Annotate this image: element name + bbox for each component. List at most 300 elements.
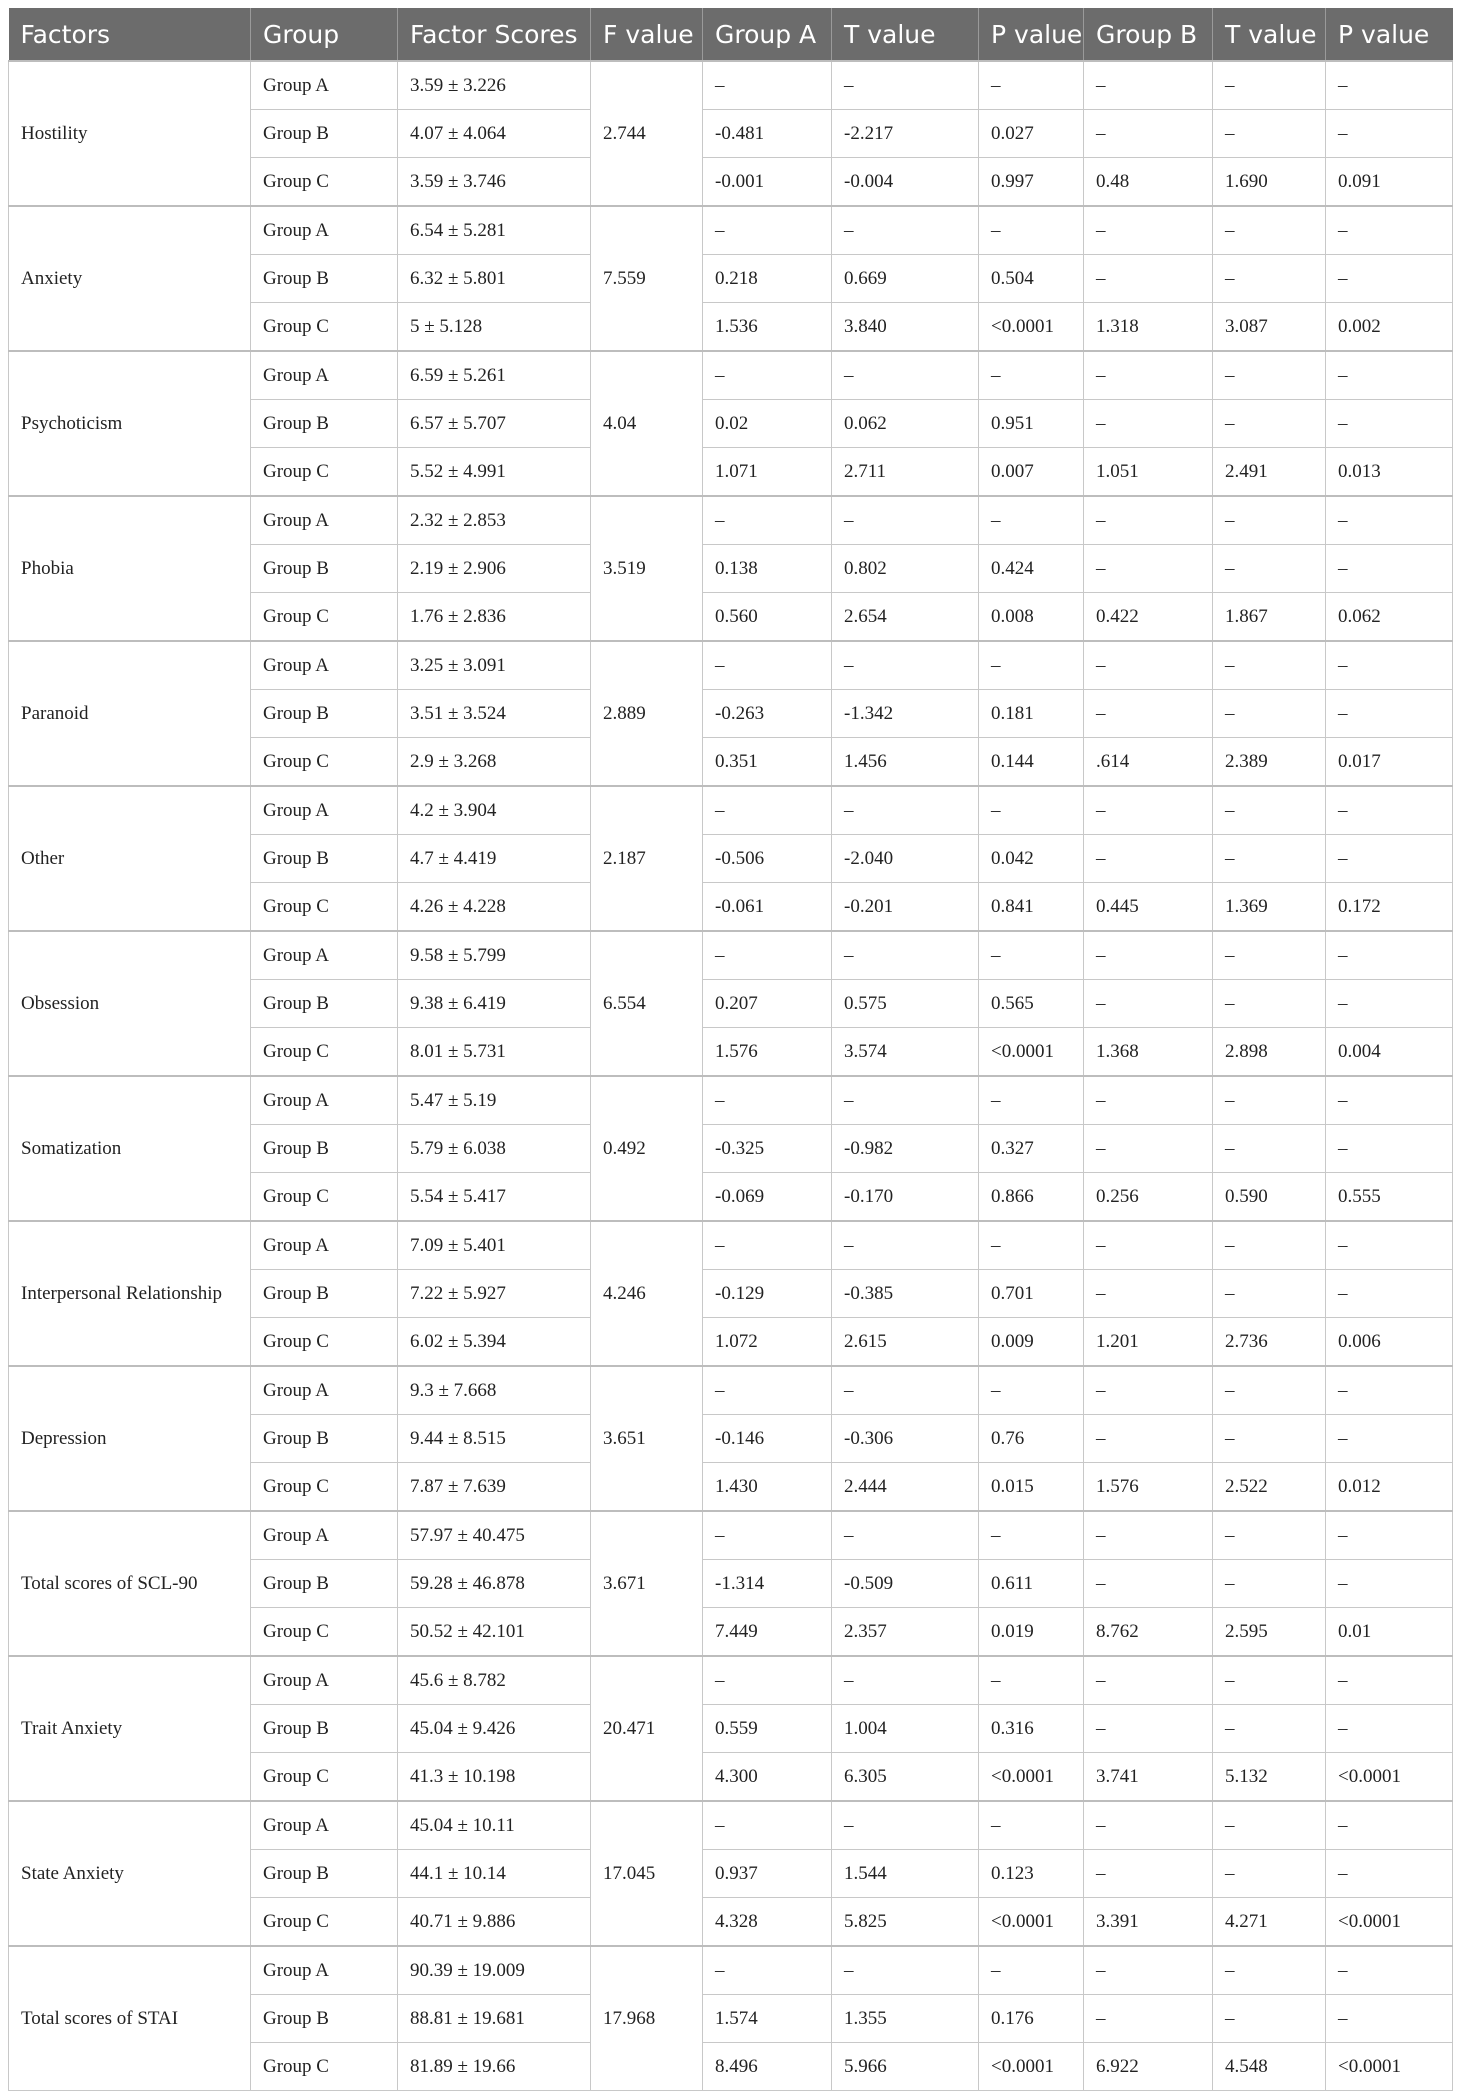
f-value-cell: 3.519: [591, 496, 703, 641]
group-a-cell: –: [703, 786, 832, 835]
t-value-a-cell: 5.825: [832, 1898, 979, 1947]
group-b-cell: –: [1084, 1850, 1213, 1898]
group-b-cell: –: [1084, 1560, 1213, 1608]
f-value-cell: 3.651: [591, 1366, 703, 1511]
group-cell: Group B: [251, 545, 398, 593]
header-p-value-b: P value: [1326, 8, 1453, 61]
f-value-cell: 2.187: [591, 786, 703, 931]
t-value-b-cell: 2.736: [1213, 1318, 1326, 1367]
p-value-b-cell: –: [1326, 1801, 1453, 1850]
p-value-a-cell: 0.123: [979, 1850, 1084, 1898]
header-factors: Factors: [9, 8, 251, 61]
factor-score-cell: 7.09 ± 5.401: [398, 1221, 591, 1270]
t-value-a-cell: 2.654: [832, 593, 979, 642]
t-value-a-cell: 0.669: [832, 255, 979, 303]
group-b-cell: –: [1084, 1221, 1213, 1270]
table-row: [9, 1366, 1453, 1415]
p-value-a-cell: 0.866: [979, 1173, 1084, 1222]
p-value-b-cell: –: [1326, 1850, 1453, 1898]
f-value-cell: 6.554: [591, 931, 703, 1076]
p-value-a-cell: 0.019: [979, 1608, 1084, 1657]
group-b-cell: –: [1084, 351, 1213, 400]
group-a-cell: –: [703, 206, 832, 255]
group-a-cell: 4.328: [703, 1898, 832, 1947]
p-value-a-cell: 0.027: [979, 110, 1084, 158]
t-value-b-cell: 4.548: [1213, 2043, 1326, 2091]
p-value-a-cell: 0.76: [979, 1415, 1084, 1463]
p-value-a-cell: 0.951: [979, 400, 1084, 448]
t-value-a-cell: -2.217: [832, 110, 979, 158]
factor-score-cell: 90.39 ± 19.009: [398, 1946, 591, 1995]
t-value-b-cell: –: [1213, 496, 1326, 545]
group-a-cell: –: [703, 641, 832, 690]
p-value-b-cell: –: [1326, 1125, 1453, 1173]
t-value-b-cell: –: [1213, 400, 1326, 448]
t-value-a-cell: 1.004: [832, 1705, 979, 1753]
factor-score-cell: 3.25 ± 3.091: [398, 641, 591, 690]
t-value-b-cell: –: [1213, 980, 1326, 1028]
factor-score-cell: 7.87 ± 7.639: [398, 1463, 591, 1512]
p-value-b-cell: –: [1326, 980, 1453, 1028]
t-value-b-cell: 1.369: [1213, 883, 1326, 932]
p-value-a-cell: <0.0001: [979, 1028, 1084, 1077]
group-a-cell: –: [703, 1366, 832, 1415]
f-value-cell: 20.471: [591, 1656, 703, 1801]
factor-name-cell: Somatization: [9, 1076, 251, 1221]
group-a-cell: 1.430: [703, 1463, 832, 1512]
group-b-cell: –: [1084, 1366, 1213, 1415]
factor-score-cell: 40.71 ± 9.886: [398, 1898, 591, 1947]
p-value-b-cell: –: [1326, 1656, 1453, 1705]
p-value-b-cell: 0.013: [1326, 448, 1453, 497]
p-value-b-cell: 0.172: [1326, 883, 1453, 932]
t-value-a-cell: 6.305: [832, 1753, 979, 1802]
factor-score-cell: 9.58 ± 5.799: [398, 931, 591, 980]
t-value-a-cell: –: [832, 351, 979, 400]
header-factor-scores: Factor Scores: [398, 8, 591, 61]
t-value-b-cell: –: [1213, 1076, 1326, 1125]
table-row: [9, 496, 1453, 545]
p-value-a-cell: 0.424: [979, 545, 1084, 593]
group-b-cell: –: [1084, 1801, 1213, 1850]
p-value-a-cell: 0.144: [979, 738, 1084, 787]
t-value-a-cell: -0.509: [832, 1560, 979, 1608]
factor-score-cell: 81.89 ± 19.66: [398, 2043, 591, 2091]
factor-name-cell: Total scores of SCL-90: [9, 1511, 251, 1656]
factor-scores-table: [8, 8, 1453, 2091]
group-cell: Group A: [251, 351, 398, 400]
group-b-cell: –: [1084, 931, 1213, 980]
t-value-b-cell: –: [1213, 1705, 1326, 1753]
group-cell: Group B: [251, 400, 398, 448]
header-group-b: Group B: [1084, 8, 1213, 61]
t-value-b-cell: –: [1213, 1511, 1326, 1560]
factor-name-cell: Phobia: [9, 496, 251, 641]
group-cell: Group C: [251, 448, 398, 497]
factor-score-cell: 6.57 ± 5.707: [398, 400, 591, 448]
header-f-value: F value: [591, 8, 703, 61]
group-a-cell: –: [703, 1656, 832, 1705]
table-row: [9, 1801, 1453, 1850]
group-a-cell: –: [703, 931, 832, 980]
t-value-a-cell: –: [832, 1656, 979, 1705]
t-value-a-cell: 5.966: [832, 2043, 979, 2091]
p-value-a-cell: –: [979, 1366, 1084, 1415]
header-t-value-b: T value: [1213, 8, 1326, 61]
group-b-cell: –: [1084, 255, 1213, 303]
group-b-cell: –: [1084, 1946, 1213, 1995]
t-value-b-cell: –: [1213, 641, 1326, 690]
factor-score-cell: 2.9 ± 3.268: [398, 738, 591, 787]
group-cell: Group A: [251, 1366, 398, 1415]
factor-name-cell: State Anxiety: [9, 1801, 251, 1946]
group-b-cell: .614: [1084, 738, 1213, 787]
p-value-b-cell: –: [1326, 1221, 1453, 1270]
group-a-cell: -1.314: [703, 1560, 832, 1608]
t-value-b-cell: –: [1213, 786, 1326, 835]
t-value-a-cell: 1.544: [832, 1850, 979, 1898]
t-value-b-cell: –: [1213, 1801, 1326, 1850]
p-value-b-cell: 0.002: [1326, 303, 1453, 352]
p-value-b-cell: –: [1326, 786, 1453, 835]
p-value-a-cell: 0.015: [979, 1463, 1084, 1512]
factor-score-cell: 6.54 ± 5.281: [398, 206, 591, 255]
t-value-b-cell: –: [1213, 1125, 1326, 1173]
p-value-a-cell: <0.0001: [979, 1898, 1084, 1947]
group-a-cell: 0.218: [703, 255, 832, 303]
t-value-a-cell: -0.982: [832, 1125, 979, 1173]
p-value-b-cell: –: [1326, 1946, 1453, 1995]
p-value-b-cell: –: [1326, 835, 1453, 883]
p-value-b-cell: 0.091: [1326, 158, 1453, 207]
p-value-b-cell: –: [1326, 110, 1453, 158]
p-value-a-cell: –: [979, 641, 1084, 690]
t-value-b-cell: 1.690: [1213, 158, 1326, 207]
group-cell: Group A: [251, 641, 398, 690]
p-value-b-cell: 0.062: [1326, 593, 1453, 642]
group-a-cell: -0.146: [703, 1415, 832, 1463]
factor-score-cell: 3.59 ± 3.746: [398, 158, 591, 207]
group-cell: Group B: [251, 1125, 398, 1173]
p-value-b-cell: –: [1326, 1705, 1453, 1753]
p-value-b-cell: –: [1326, 1511, 1453, 1560]
table-row: [9, 1221, 1453, 1270]
group-cell: Group A: [251, 206, 398, 255]
p-value-a-cell: 0.701: [979, 1270, 1084, 1318]
t-value-b-cell: –: [1213, 351, 1326, 400]
t-value-b-cell: 5.132: [1213, 1753, 1326, 1802]
f-value-cell: 4.04: [591, 351, 703, 496]
factor-score-cell: 50.52 ± 42.101: [398, 1608, 591, 1657]
f-value-cell: 17.968: [591, 1946, 703, 2091]
t-value-b-cell: 2.595: [1213, 1608, 1326, 1657]
table-row: [9, 1076, 1453, 1125]
group-b-cell: –: [1084, 835, 1213, 883]
factor-score-cell: 45.6 ± 8.782: [398, 1656, 591, 1705]
group-cell: Group C: [251, 1173, 398, 1222]
table-body: [9, 61, 1453, 2091]
p-value-a-cell: –: [979, 61, 1084, 110]
factor-score-cell: 59.28 ± 46.878: [398, 1560, 591, 1608]
group-a-cell: –: [703, 496, 832, 545]
factor-score-cell: 4.26 ± 4.228: [398, 883, 591, 932]
factor-score-cell: 5.79 ± 6.038: [398, 1125, 591, 1173]
t-value-a-cell: -0.201: [832, 883, 979, 932]
group-b-cell: –: [1084, 1125, 1213, 1173]
group-cell: Group B: [251, 690, 398, 738]
p-value-a-cell: –: [979, 1221, 1084, 1270]
group-a-cell: 0.937: [703, 1850, 832, 1898]
group-cell: Group C: [251, 1028, 398, 1077]
p-value-a-cell: –: [979, 1946, 1084, 1995]
group-a-cell: –: [703, 351, 832, 400]
group-a-cell: 1.072: [703, 1318, 832, 1367]
group-b-cell: –: [1084, 400, 1213, 448]
t-value-a-cell: 2.444: [832, 1463, 979, 1512]
table-container: [8, 8, 1452, 2091]
t-value-a-cell: –: [832, 1221, 979, 1270]
t-value-b-cell: 2.522: [1213, 1463, 1326, 1512]
p-value-a-cell: 0.008: [979, 593, 1084, 642]
group-b-cell: 8.762: [1084, 1608, 1213, 1657]
group-a-cell: -0.325: [703, 1125, 832, 1173]
t-value-a-cell: 2.615: [832, 1318, 979, 1367]
table-row: [9, 641, 1453, 690]
p-value-a-cell: <0.0001: [979, 1753, 1084, 1802]
p-value-b-cell: –: [1326, 1270, 1453, 1318]
group-cell: Group B: [251, 1705, 398, 1753]
t-value-a-cell: -0.306: [832, 1415, 979, 1463]
group-a-cell: –: [703, 1946, 832, 1995]
p-value-b-cell: –: [1326, 690, 1453, 738]
t-value-a-cell: 1.355: [832, 1995, 979, 2043]
p-value-a-cell: 0.997: [979, 158, 1084, 207]
group-b-cell: 1.318: [1084, 303, 1213, 352]
p-value-b-cell: –: [1326, 1076, 1453, 1125]
factor-name-cell: Interpersonal Relationship: [9, 1221, 251, 1366]
t-value-a-cell: –: [832, 931, 979, 980]
header-t-value-a: T value: [832, 8, 979, 61]
group-a-cell: 8.496: [703, 2043, 832, 2091]
group-b-cell: –: [1084, 1995, 1213, 2043]
t-value-b-cell: –: [1213, 1221, 1326, 1270]
group-cell: Group A: [251, 1076, 398, 1125]
t-value-a-cell: –: [832, 786, 979, 835]
group-b-cell: 0.256: [1084, 1173, 1213, 1222]
t-value-b-cell: –: [1213, 206, 1326, 255]
p-value-a-cell: 0.316: [979, 1705, 1084, 1753]
group-cell: Group A: [251, 1946, 398, 1995]
table-row: [9, 1511, 1453, 1560]
factor-score-cell: 88.81 ± 19.681: [398, 1995, 591, 2043]
p-value-b-cell: –: [1326, 400, 1453, 448]
group-a-cell: –: [703, 61, 832, 110]
factor-score-cell: 5 ± 5.128: [398, 303, 591, 352]
factor-score-cell: 4.2 ± 3.904: [398, 786, 591, 835]
group-b-cell: –: [1084, 980, 1213, 1028]
p-value-a-cell: 0.327: [979, 1125, 1084, 1173]
factor-score-cell: 5.52 ± 4.991: [398, 448, 591, 497]
group-a-cell: -0.061: [703, 883, 832, 932]
group-cell: Group B: [251, 1415, 398, 1463]
factor-score-cell: 9.3 ± 7.668: [398, 1366, 591, 1415]
factor-score-cell: 1.76 ± 2.836: [398, 593, 591, 642]
group-cell: Group C: [251, 1318, 398, 1367]
factor-name-cell: Total scores of STAI: [9, 1946, 251, 2091]
t-value-a-cell: 1.456: [832, 738, 979, 787]
factor-score-cell: 2.19 ± 2.906: [398, 545, 591, 593]
p-value-a-cell: <0.0001: [979, 2043, 1084, 2091]
p-value-b-cell: –: [1326, 1995, 1453, 2043]
group-a-cell: 1.536: [703, 303, 832, 352]
p-value-b-cell: –: [1326, 545, 1453, 593]
p-value-b-cell: 0.004: [1326, 1028, 1453, 1077]
factor-score-cell: 7.22 ± 5.927: [398, 1270, 591, 1318]
t-value-b-cell: –: [1213, 1850, 1326, 1898]
header-row: [9, 8, 1453, 61]
factor-score-cell: 5.47 ± 5.19: [398, 1076, 591, 1125]
table-row: [9, 351, 1453, 400]
factor-name-cell: Hostility: [9, 61, 251, 206]
p-value-a-cell: –: [979, 206, 1084, 255]
group-cell: Group B: [251, 1850, 398, 1898]
p-value-a-cell: 0.007: [979, 448, 1084, 497]
f-value-cell: 2.744: [591, 61, 703, 206]
p-value-a-cell: 0.565: [979, 980, 1084, 1028]
f-value-cell: 7.559: [591, 206, 703, 351]
t-value-b-cell: 2.491: [1213, 448, 1326, 497]
group-a-cell: -0.069: [703, 1173, 832, 1222]
t-value-a-cell: -2.040: [832, 835, 979, 883]
p-value-a-cell: –: [979, 1801, 1084, 1850]
group-a-cell: 0.138: [703, 545, 832, 593]
p-value-a-cell: 0.611: [979, 1560, 1084, 1608]
group-a-cell: 1.576: [703, 1028, 832, 1077]
t-value-a-cell: –: [832, 1076, 979, 1125]
group-cell: Group C: [251, 883, 398, 932]
p-value-b-cell: –: [1326, 351, 1453, 400]
t-value-b-cell: –: [1213, 1415, 1326, 1463]
p-value-b-cell: –: [1326, 496, 1453, 545]
group-cell: Group C: [251, 738, 398, 787]
factor-score-cell: 8.01 ± 5.731: [398, 1028, 591, 1077]
group-a-cell: -0.129: [703, 1270, 832, 1318]
t-value-b-cell: –: [1213, 835, 1326, 883]
group-a-cell: –: [703, 1511, 832, 1560]
group-cell: Group B: [251, 1270, 398, 1318]
group-b-cell: 1.051: [1084, 448, 1213, 497]
group-a-cell: 0.207: [703, 980, 832, 1028]
t-value-a-cell: –: [832, 1801, 979, 1850]
t-value-b-cell: 2.389: [1213, 738, 1326, 787]
t-value-b-cell: 3.087: [1213, 303, 1326, 352]
t-value-b-cell: 2.898: [1213, 1028, 1326, 1077]
t-value-a-cell: –: [832, 206, 979, 255]
p-value-b-cell: –: [1326, 206, 1453, 255]
group-a-cell: -0.481: [703, 110, 832, 158]
group-cell: Group A: [251, 1221, 398, 1270]
group-a-cell: 0.560: [703, 593, 832, 642]
group-b-cell: –: [1084, 641, 1213, 690]
t-value-a-cell: 0.575: [832, 980, 979, 1028]
p-value-a-cell: <0.0001: [979, 303, 1084, 352]
group-b-cell: –: [1084, 1415, 1213, 1463]
group-b-cell: 3.741: [1084, 1753, 1213, 1802]
t-value-b-cell: –: [1213, 1270, 1326, 1318]
group-b-cell: 0.48: [1084, 158, 1213, 207]
group-cell: Group B: [251, 835, 398, 883]
factor-score-cell: 6.02 ± 5.394: [398, 1318, 591, 1367]
factor-name-cell: Anxiety: [9, 206, 251, 351]
group-b-cell: –: [1084, 110, 1213, 158]
factor-name-cell: Psychoticism: [9, 351, 251, 496]
t-value-b-cell: –: [1213, 1946, 1326, 1995]
t-value-a-cell: -1.342: [832, 690, 979, 738]
t-value-a-cell: -0.004: [832, 158, 979, 207]
t-value-b-cell: –: [1213, 545, 1326, 593]
group-a-cell: -0.263: [703, 690, 832, 738]
t-value-b-cell: –: [1213, 110, 1326, 158]
group-a-cell: –: [703, 1221, 832, 1270]
f-value-cell: 3.671: [591, 1511, 703, 1656]
p-value-a-cell: 0.841: [979, 883, 1084, 932]
t-value-b-cell: –: [1213, 1656, 1326, 1705]
group-cell: Group C: [251, 1608, 398, 1657]
t-value-b-cell: –: [1213, 255, 1326, 303]
factor-name-cell: Obsession: [9, 931, 251, 1076]
p-value-a-cell: –: [979, 1656, 1084, 1705]
t-value-b-cell: 1.867: [1213, 593, 1326, 642]
p-value-b-cell: 0.012: [1326, 1463, 1453, 1512]
p-value-a-cell: 0.176: [979, 1995, 1084, 2043]
factor-name-cell: Depression: [9, 1366, 251, 1511]
factor-score-cell: 4.7 ± 4.419: [398, 835, 591, 883]
group-a-cell: 0.02: [703, 400, 832, 448]
group-a-cell: 1.574: [703, 1995, 832, 2043]
factor-name-cell: Other: [9, 786, 251, 931]
group-cell: Group B: [251, 1560, 398, 1608]
factor-score-cell: 2.32 ± 2.853: [398, 496, 591, 545]
t-value-a-cell: –: [832, 61, 979, 110]
p-value-b-cell: –: [1326, 931, 1453, 980]
group-cell: Group A: [251, 931, 398, 980]
group-b-cell: 0.422: [1084, 593, 1213, 642]
factor-score-cell: 45.04 ± 10.11: [398, 1801, 591, 1850]
group-a-cell: –: [703, 1076, 832, 1125]
group-cell: Group C: [251, 158, 398, 207]
table-row: [9, 1656, 1453, 1705]
group-cell: Group B: [251, 110, 398, 158]
table-row: [9, 786, 1453, 835]
t-value-a-cell: -0.170: [832, 1173, 979, 1222]
group-a-cell: -0.506: [703, 835, 832, 883]
p-value-a-cell: –: [979, 1076, 1084, 1125]
group-b-cell: –: [1084, 1705, 1213, 1753]
group-a-cell: 1.071: [703, 448, 832, 497]
group-b-cell: –: [1084, 786, 1213, 835]
p-value-b-cell: –: [1326, 641, 1453, 690]
group-b-cell: –: [1084, 496, 1213, 545]
t-value-a-cell: –: [832, 1511, 979, 1560]
group-b-cell: 0.445: [1084, 883, 1213, 932]
t-value-b-cell: 4.271: [1213, 1898, 1326, 1947]
group-cell: Group C: [251, 593, 398, 642]
f-value-cell: 2.889: [591, 641, 703, 786]
group-cell: Group A: [251, 61, 398, 110]
factor-score-cell: 57.97 ± 40.475: [398, 1511, 591, 1560]
p-value-a-cell: –: [979, 351, 1084, 400]
group-b-cell: 1.201: [1084, 1318, 1213, 1367]
